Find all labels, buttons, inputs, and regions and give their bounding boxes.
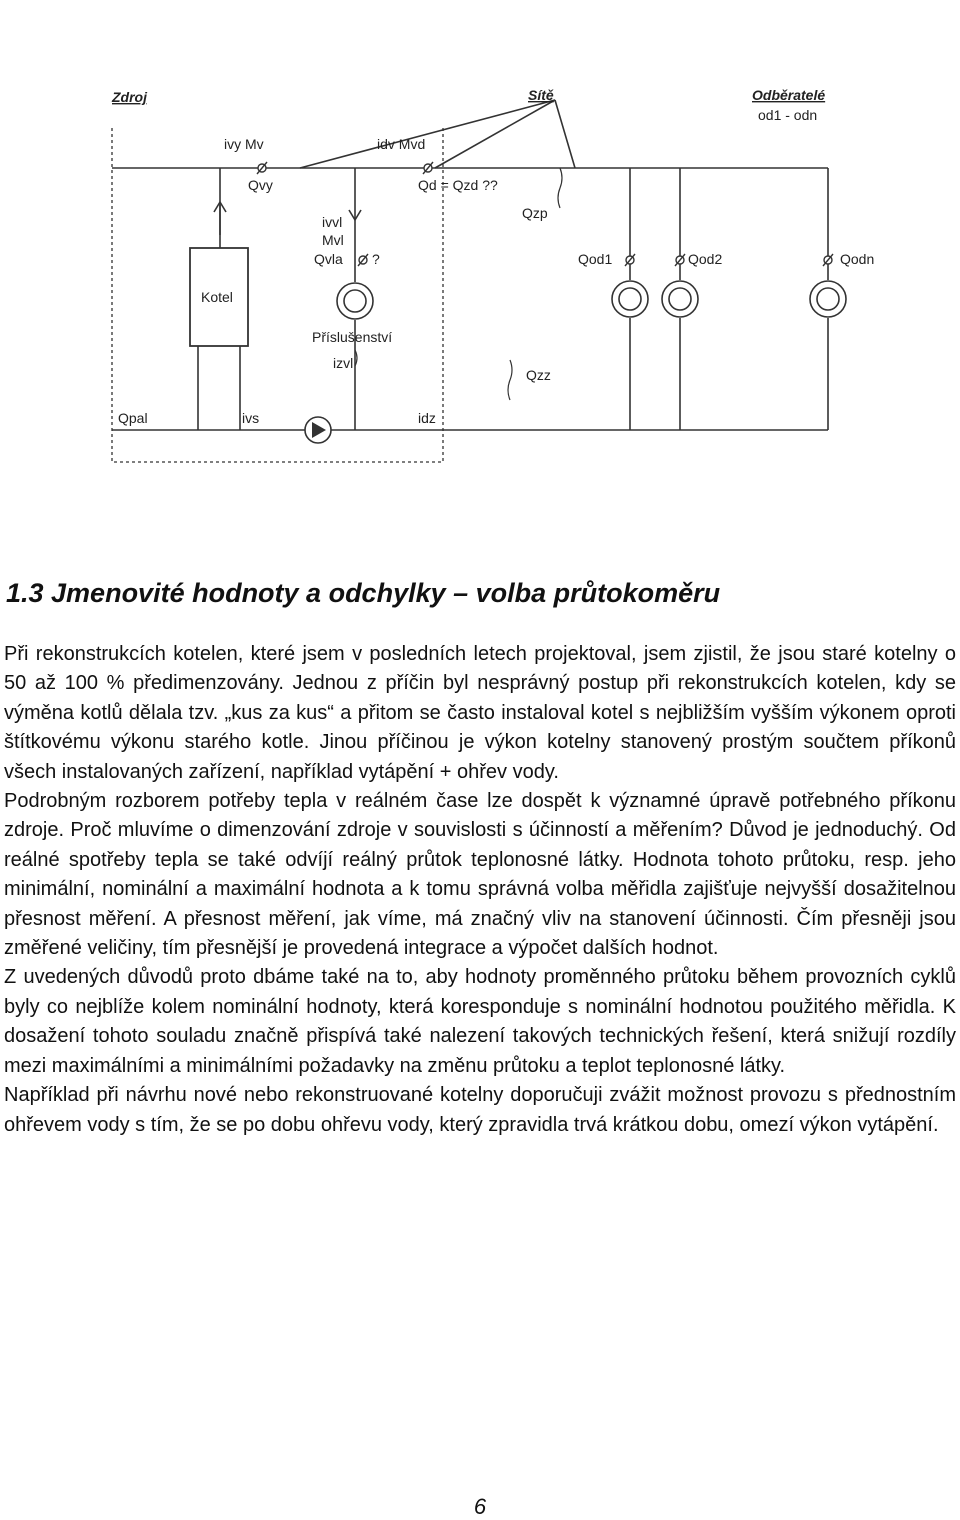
label-mvl: Mvl [322, 232, 344, 248]
label-qod2: Qod2 [688, 251, 723, 267]
label-ivy-mv: ivy Mv [224, 136, 264, 152]
label-qzz: Qzz [526, 367, 551, 383]
label-qod1: Qod1 [578, 251, 613, 267]
label-source: Zdroj [112, 89, 147, 105]
label-boiler: Kotel [201, 289, 233, 305]
label-izvl: izvl [333, 355, 354, 371]
heating-system-diagram [0, 70, 960, 470]
page-number: 6 [473, 1494, 487, 1519]
label-idv-mvd: idv Mvd [377, 136, 426, 152]
paragraph-3: Z uvedených důvodů proto dbáme také na to, aby hodnoty proměnného průtoku během provozních cyklů byly co nejblíže kolem nominální hodnoty, která koresponduje s nominální hodnotou použitého měřidla. K dosažení tohoto souladu značně přispívá také nalezení takových technických řešení, která snižují rozdíly mezi maximálními a minimálními požadavky na změnu průtoku a teplot teplonosné látky. [4, 966, 956, 1077]
paragraph-1: Při rekonstrukcích kotelen, které jsem v posledních letech projektoval, jsem zjistil, že jsou staré kotelny o 50 až 100 % předimenzovány. Jednou z příčin byl nesprávný postup při rekonstrukcích kotelen, kdy se výměna kotlů dělala tzv. „kus za kus“ a přitom se často instaloval kotel s nejbližším vyšším výkonem oproti štítkovému výkonu starého kotle. Jinou příčinou je výkon kotelny stanovený prostým součtem příkonů všech instalovaných zařízení, například vytápění + ohřev vody. [4, 643, 956, 783]
label-qd-qzd: Qd = Qzd ?? [418, 177, 498, 193]
label-consumers: Odběratelé [752, 87, 826, 103]
label-idz: idz [418, 410, 436, 426]
label-question: ? [372, 251, 380, 267]
label-qvy: Qvy [248, 177, 273, 193]
label-qvla: Qvla [314, 251, 343, 267]
label-ivvl: ivvl [322, 214, 343, 230]
label-ivs: ivs [242, 410, 260, 426]
paragraph-4: Například při návrhu nové nebo rekonstruované kotelny doporučuji zvážit možnost provozu s přednostním ohřevem vody s tím, že se po dobu ohřevu vody, který zpravidla trvá krátkou dobu, omezí výkon vytápění. [4, 1084, 956, 1136]
label-consumers-range: od1 - odn [758, 107, 818, 123]
body-text [4, 640, 956, 1140]
label-accessories: Příslušenství [312, 329, 393, 345]
label-qpal: Qpal [118, 410, 148, 426]
paragraph-2: Podrobným rozborem potřeby tepla v reálném čase lze dospět k významné úpravě potřebného příkonu zdroje. Proč mluvíme o dimenzování zdroje v souvislosti s účinností a měřením? Důvod je jednoduchý. Od reálné spotřeby tepla se také odvíjí reálný průtok teplonosné látky. Hodnota tohoto průtoku, resp. jeho minimální, nominální a maximální hodnota a k tomu správná volba měřidla zajišťuje nejvyšší dosažitelnou přesnost měření. A přesnost měření, jak víme, má značný vliv na stanovení účinnosti. Čím přesněji jsou změřené veličiny, tím přesnější je provedená integrace a výpočet dalších hodnot. [4, 790, 956, 960]
label-networks: Sítě [528, 87, 554, 103]
label-qodn: Qodn [840, 251, 875, 267]
label-qzp: Qzp [522, 205, 548, 221]
source-boundary [112, 128, 443, 462]
section-heading: 1.3 Jmenovité hodnoty a odchylky – volba průtokoměru [6, 578, 721, 608]
